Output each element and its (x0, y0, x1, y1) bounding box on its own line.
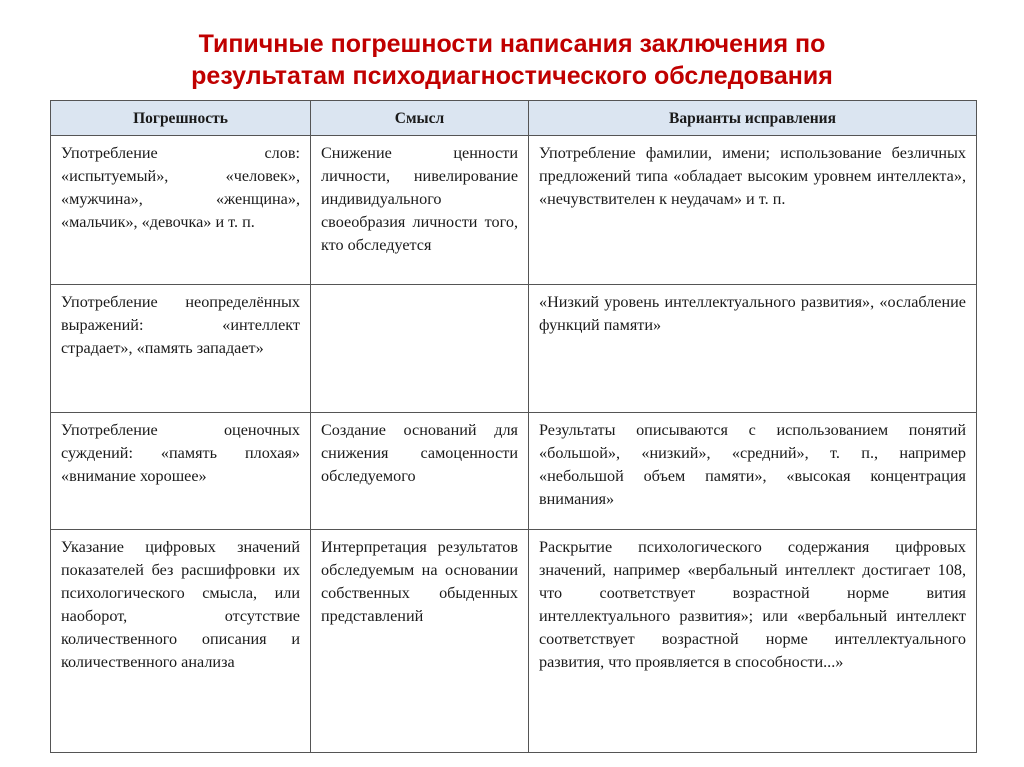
cell-correction: Употребление фамилии, имени; использование безличных предложений типа «обладает высоким уровнем интеллекта», «нечувствителен к неудачам» и т. п. (529, 136, 977, 285)
cell-error: Употребление слов: «испытуемый», «человек», «мужчина», «женщина», «мальчик», «девочка» и т. п. (51, 136, 311, 285)
cell-meaning: Создание оснований для снижения самоценности обследуемого (311, 413, 529, 530)
table-row (51, 285, 977, 413)
title-line-1: Типичные погрешности написания заключения по (198, 30, 826, 58)
cell-correction: Раскрытие психологического содержания цифровых значений, например «вербальный интеллект достигает 108, что соответствует возрастной норме вития интеллектуального развития»; или «вербальный интеллект соответствует возрастной норме интеллектуального развития, что проявляется в способности...» (529, 530, 977, 753)
table-header-row (51, 101, 977, 136)
header-corrections: Варианты исправления (529, 101, 977, 136)
cell-correction: «Низкий уровень интеллектуального развития», «ослабление функций памяти» (529, 285, 977, 413)
table-row (51, 136, 977, 285)
errors-table (50, 100, 977, 753)
cell-correction: Результаты описываются с использованием понятий «большой», «низкий», «средний», т. п., например «небольшой объем памяти», «высокая концентрация внимания» (529, 413, 977, 530)
cell-error: Указание цифровых значений показателей без расшифровки их психологического смысла, или наоборот, отсутствие количественного описания и количественного анализа (51, 530, 311, 753)
title-line-2: результатам психодиагностического обследования (191, 62, 833, 90)
table-row (51, 530, 977, 753)
cell-error: Употребление оценочных суждений: «память плохая» «внимание хорошее» (51, 413, 311, 530)
header-error: Погрешность (51, 101, 311, 136)
header-meaning: Смысл (311, 101, 529, 136)
cell-meaning: Снижение ценности личности, нивелирование индивидуального своеобразия личности того, кто обследуется (311, 136, 529, 285)
cell-meaning: Интерпретация результатов обследуемым на основании собственных обыденных представлений (311, 530, 529, 753)
cell-error: Употребление неопределённых выражений: «интеллект страдает», «память западает» (51, 285, 311, 413)
page-title (0, 28, 1024, 92)
cell-meaning (311, 285, 529, 413)
table-row (51, 413, 977, 530)
